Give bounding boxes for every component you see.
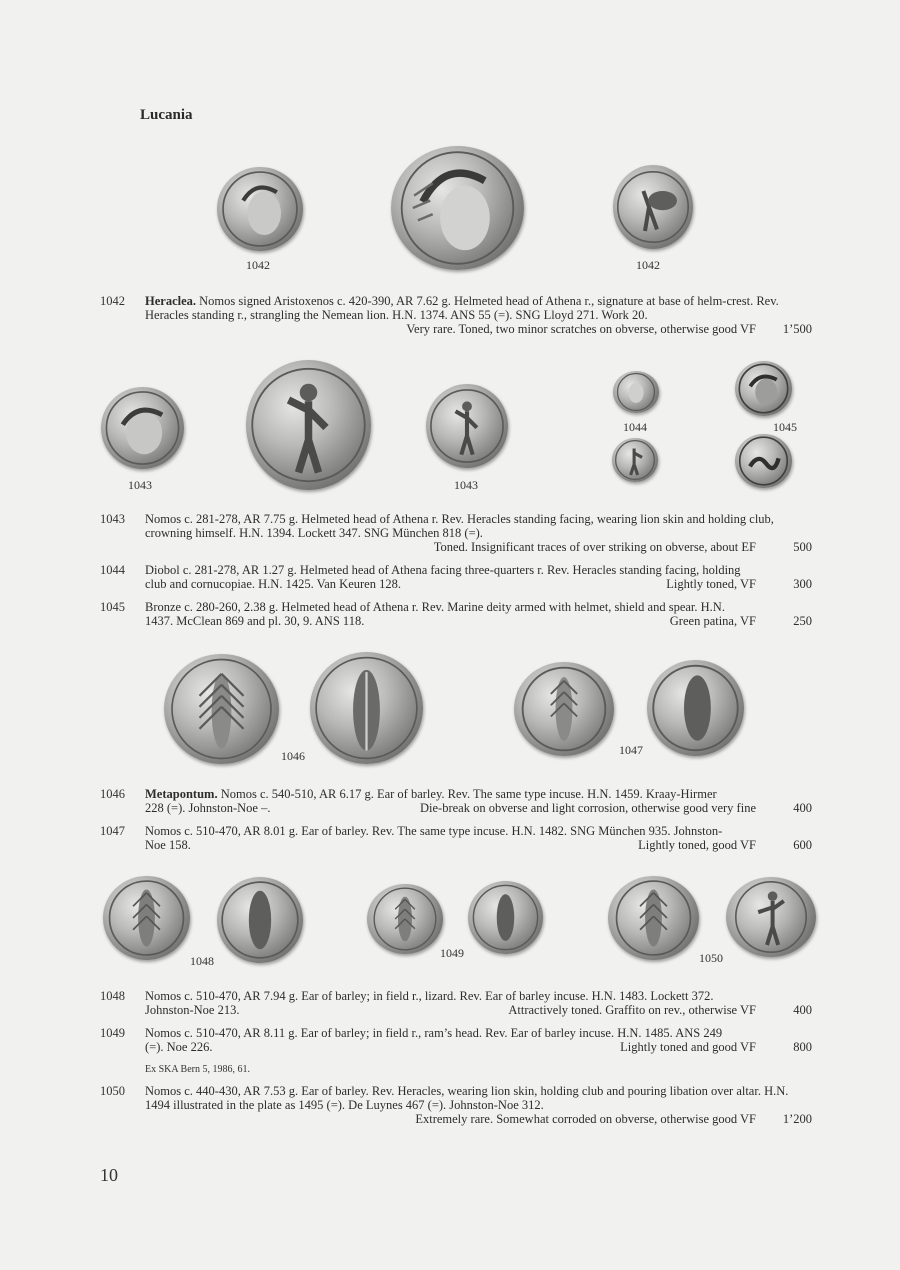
lot-description-cont: 1437. McClean 869 and pl. 30, 9. ANS 118. [145, 614, 365, 628]
coin-1048-reverse [217, 877, 303, 963]
lot-condition: Lightly toned, good VF [638, 838, 756, 852]
coin-1043-reverse-large [246, 360, 371, 490]
mint-name: Metapontum. [145, 787, 218, 801]
coin-label: 1042 [636, 258, 660, 272]
lot-condition: Attractively toned. Graffito on rev., otherwise VF [508, 1003, 756, 1017]
lot-condition: Die-break on obverse and light corrosion, otherwise good very fine [419, 801, 756, 815]
lot-condition: Lightly toned, VF [666, 577, 756, 591]
lot-description: Nomos c. 440-430, AR 7.53 g. Ear of barley. Rev. Heracles, wearing lion skin, holding club and pouring libation over altar. H.N. 1494 illustrated in the plate as 1495 (=). De Luynes 467 (=). Johnston-Noe 312. [145, 1084, 789, 1112]
lot-description-cont: (=). Noe 226. [145, 1040, 213, 1054]
lot-description: Nomos c. 281-278, AR 7.75 g. Helmeted head of Athena r. Rev. Heracles standing facing, wearing lion skin and holding club, crowning himself. H.N. 1394. Lockett 347. SNG München 818 (=). [145, 512, 774, 540]
coin-1046-obverse [164, 654, 279, 764]
coin-1043-reverse-small [426, 384, 508, 468]
lot-description: Diobol c. 281-278, AR 1.27 g. Helmeted head of Athena facing three-quarters r. Rev. Heracles standing facing, holding [145, 563, 741, 577]
coin-label: 1048 [190, 954, 214, 968]
coin-label: 1043 [128, 478, 152, 492]
coin-1044-obverse [613, 371, 659, 413]
coin-label: 1049 [440, 946, 464, 960]
coin-label: 1044 [623, 420, 647, 434]
coin-label: 1047 [619, 743, 643, 757]
coin-1044-reverse [612, 438, 658, 482]
coin-label: 1046 [281, 749, 305, 763]
lot-condition: Extremely rare. Somewhat corroded on obverse, otherwise good VF [415, 1112, 756, 1126]
lot-price: 800 [793, 1040, 812, 1054]
lot-price: 400 [793, 801, 812, 815]
page-number: 10 [100, 1165, 118, 1185]
coin-1045-reverse [735, 434, 792, 488]
lot-description-cont: club and cornucopiae. H.N. 1425. Van Keuren 128. [145, 577, 401, 591]
lot-description: Nomos c. 540-510, AR 6.17 g. Ear of barley. Rev. The same type incuse. H.N. 1459. Kraay-Hirmer [217, 787, 717, 801]
lot-condition: Green patina, VF [669, 614, 756, 628]
lot-description: Nomos signed Aristoxenos c. 420-390, AR 7.62 g. Helmeted head of Athena r., signature at base of helm-crest. Rev. Heracles standing r., strangling the Nemean lion. H.N. 1374. ANS 55 (=). SNG Lloyd 271. Work 20. [145, 294, 779, 322]
coin-1042-reverse [613, 165, 693, 249]
lot-price: 400 [793, 1003, 812, 1017]
coin-1042-obverse-large [391, 146, 524, 270]
coin-label: 1043 [454, 478, 478, 492]
coin-1049-obverse [367, 884, 443, 954]
lot-description: Bronze c. 280-260, 2.38 g. Helmeted head of Athena r. Rev. Marine deity armed with helmet, shield and spear. H.N. [145, 600, 725, 614]
lot-number: 1046 [100, 787, 125, 801]
lot-description-cont: Johnston-Noe 213. [145, 1003, 240, 1017]
coin-1043-obverse-small [101, 387, 184, 469]
lot-entry-1050 [145, 1084, 812, 1126]
lot-condition: Toned. Insignificant traces of over striking on obverse, about EF [433, 540, 756, 554]
coin-label: 1045 [773, 420, 797, 434]
lot-price: 300 [793, 577, 812, 591]
lot-number: 1049 [100, 1026, 125, 1040]
lot-entry-1045 [145, 600, 812, 628]
coin-1042-obverse-small [217, 167, 303, 251]
coin-1050-obverse [608, 876, 699, 960]
coin-1047-reverse [647, 660, 744, 756]
lot-condition: Lightly toned and good VF [620, 1040, 756, 1054]
lot-entry-1043 [145, 512, 812, 554]
lot-description: Nomos c. 510-470, AR 7.94 g. Ear of barley; in field r., lizard. Rev. Ear of barley incuse. H.N. 1483. Lockett 372. [145, 989, 714, 1003]
lot-price: 1’500 [782, 322, 812, 336]
lot-entry-1047 [145, 824, 812, 852]
lot-number: 1045 [100, 600, 125, 614]
coin-label: 1050 [699, 951, 723, 965]
mint-name: Heraclea. [145, 294, 197, 308]
lot-description: Nomos c. 510-470, AR 8.11 g. Ear of barley; in field r., ram’s head. Rev. Ear of barley incuse. H.N. 1485. ANS 249 [145, 1026, 723, 1040]
coin-1048-obverse [103, 876, 190, 960]
coin-1050-reverse [726, 877, 816, 957]
lot-entry-1046 [145, 787, 812, 815]
lot-entry-1044 [145, 563, 812, 591]
lot-entry-1049 [145, 1026, 812, 1054]
coin-1045-obverse [735, 361, 792, 416]
lot-number: 1043 [100, 512, 125, 526]
lot-entry-1042 [145, 294, 812, 336]
coin-1046-reverse [310, 652, 423, 764]
lot-condition: Very rare. Toned, two minor scratches on obverse, otherwise good VF [406, 322, 756, 336]
coin-1047-obverse [514, 662, 614, 756]
lot-entry-1048 [145, 989, 812, 1017]
lot-number: 1048 [100, 989, 125, 1003]
section-title: Lucania [140, 107, 193, 123]
lot-description: Nomos c. 510-470, AR 8.01 g. Ear of barley. Rev. The same type incuse. H.N. 1482. SNG München 935. Johnston- [145, 824, 723, 838]
lot-price: 1’200 [782, 1112, 812, 1126]
lot-number: 1047 [100, 824, 125, 838]
lot-number: 1042 [100, 294, 125, 308]
coin-1049-reverse [468, 881, 543, 954]
lot-provenance: Ex SKA Bern 5, 1986, 61. [145, 1064, 250, 1075]
lot-price: 500 [793, 540, 812, 554]
lot-number: 1050 [100, 1084, 125, 1098]
lot-description-cont: 228 (=). Johnston-Noe –. [145, 801, 271, 815]
coin-label: 1042 [246, 258, 270, 272]
lot-description-cont: Noe 158. [145, 838, 191, 852]
lot-price: 600 [793, 838, 812, 852]
lot-price: 250 [793, 614, 812, 628]
lot-number: 1044 [100, 563, 125, 577]
